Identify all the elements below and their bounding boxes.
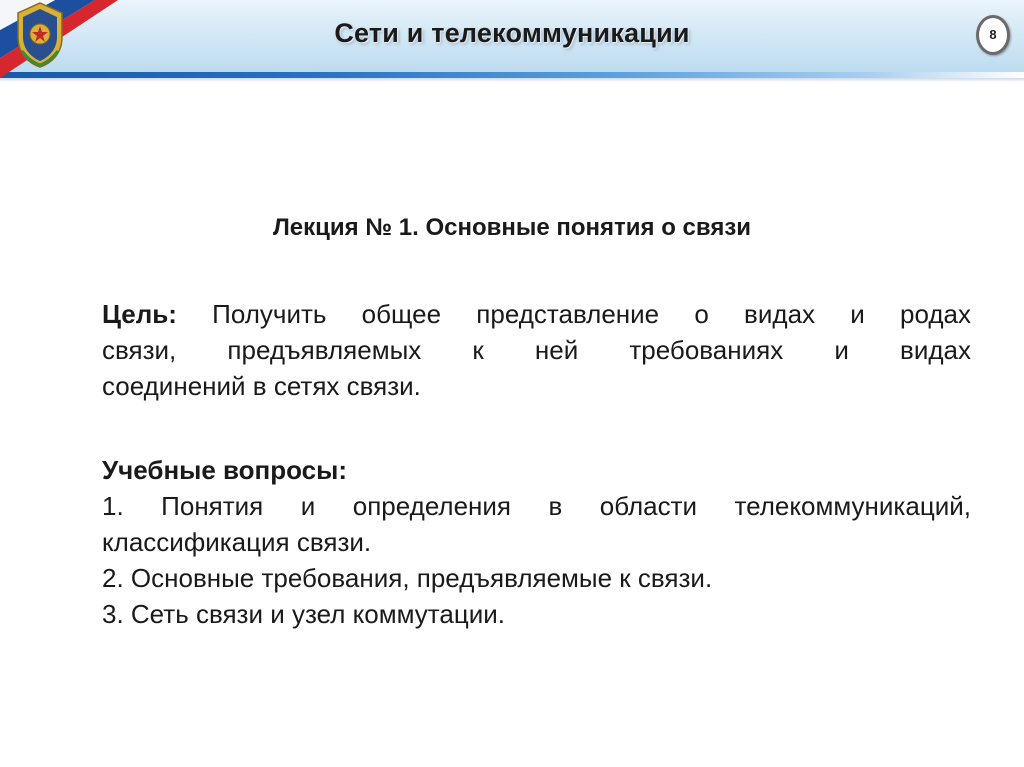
page-number-badge: 8 [976,15,1010,55]
goal-paragraph [102,296,971,404]
question-1-line-1: 1. Понятия и определения в области телекоммуникаций, [102,491,971,521]
goal-label: Цель: [102,299,177,329]
lecture-title: Лекция № 1. Основные понятия о связи [272,214,752,241]
goal-line-3: соединений в сетях связи. [102,371,421,401]
study-questions [102,452,971,632]
header-shadow [0,78,1024,82]
questions-heading: Учебные вопросы: [102,455,348,485]
goal-line-2: связи, предъявляемых к ней требованиях и видах [102,335,971,365]
question-3: 3. Сеть связи и узел коммутации. [102,599,505,629]
slide-title: Сети и телекоммуникации [334,18,690,48]
goal-line-1 [102,296,971,332]
question-1-line-2: классификация связи. [102,527,372,557]
question-2: 2. Основные требования, предъявляемые к связи. [102,563,713,593]
goal-line-1-text: Получить общее представление о видах и родах [212,299,971,329]
